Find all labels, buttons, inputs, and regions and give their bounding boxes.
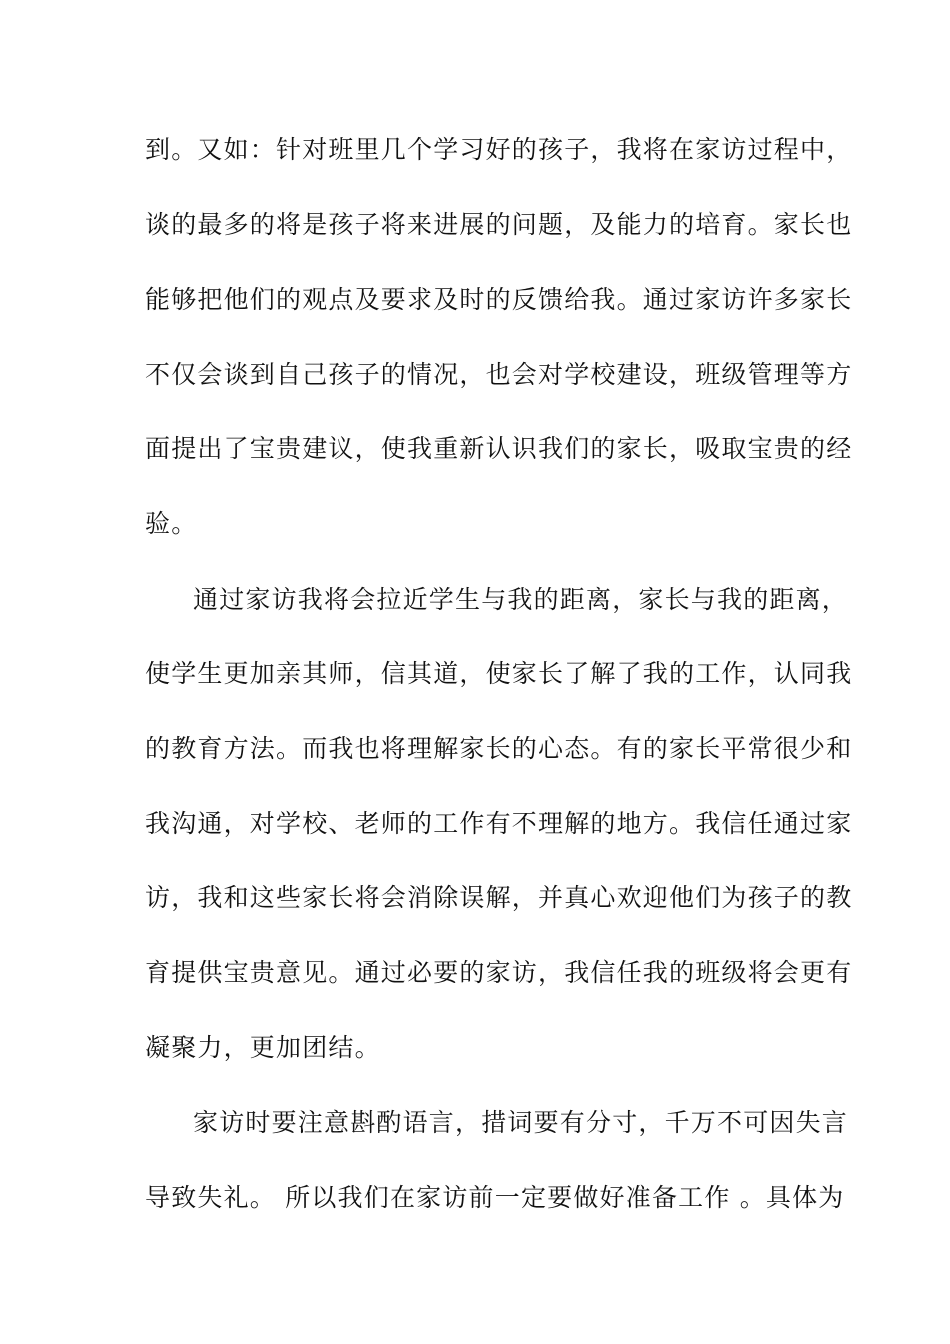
text-line: 面提出了宝贵建议，使我重新认识我们的家长，吸取宝贵的经 bbox=[145, 434, 853, 463]
text-line: 使学生更加亲其师，信其道，使家长了解了我的工作，认同我 bbox=[145, 659, 853, 688]
text-line: 育提供宝贵意见。通过必要的家访，我信任我的班级将会更有 bbox=[145, 958, 853, 987]
text-line: 凝聚力，更加团结。 bbox=[145, 1033, 381, 1062]
text-line: 我沟通，对学校、老师的工作有不理解的地方。我信任通过家 bbox=[145, 809, 853, 838]
text-line: 的教育方法。而我也将理解家长的心态。有的家长平常很少和 bbox=[145, 734, 853, 763]
paragraph-first-line: 通过家访我将会拉近学生与我的距离，家长与我的距离， bbox=[193, 585, 849, 614]
text-line: 谈的最多的将是孩子将来进展的问题，及能力的培育。家长也 bbox=[145, 210, 853, 239]
text-line: 访，我和这些家长将会消除误解，并真心欢迎他们为孩子的教 bbox=[145, 883, 853, 912]
paragraph-first-line: 家访时要注意斟酌语言，措词要有分寸，千万不可因失言 bbox=[193, 1108, 849, 1137]
text-line: 导致失礼。 所以我们在家访前一定要做好准备工作 。具体为 bbox=[145, 1183, 845, 1212]
text-line: 验。 bbox=[145, 509, 198, 538]
text-line: 能够把他们的观点及要求及时的反馈给我。通过家访许多家长 bbox=[145, 285, 853, 314]
text-line: 不仅会谈到自己孩子的情况，也会对学校建设，班级管理等方 bbox=[145, 360, 853, 389]
text-line: 到。又如：针对班里几个学习好的孩子，我将在家访过程中， bbox=[145, 135, 853, 164]
